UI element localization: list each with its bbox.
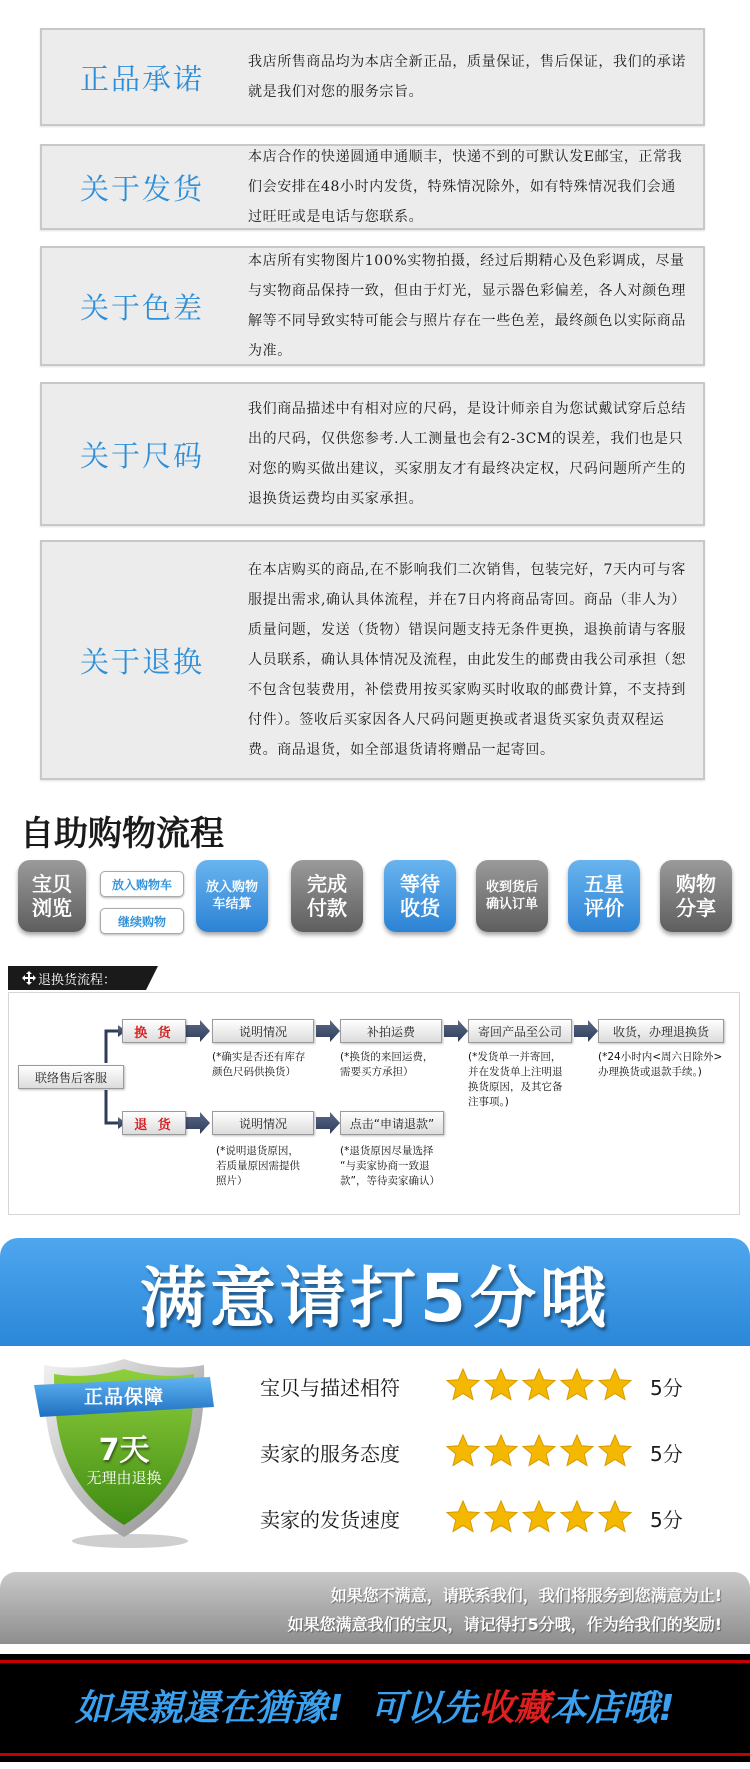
star-icon (598, 1434, 632, 1468)
badge-days: 7天 (98, 1433, 150, 1468)
policy-body: 本店所有实物图片100%实物拍摄，经过后期精心及色彩调成，尽量与实物商品保持一致，但由于灯光，显示器色彩偏差，各人对颜色理解等不同导致实特可能会与照片存在一些色差，最终颜色以实际商品为准。 (248, 253, 686, 359)
star-icon (522, 1434, 556, 1468)
star-icon (484, 1368, 518, 1402)
slogan-part: 如果親還在猶豫! (75, 1688, 344, 1729)
node-refund-explain: 说明情况 (212, 1111, 314, 1135)
node-pay-shipping: 补拍运费 (340, 1019, 442, 1043)
arrow-icon (186, 1112, 210, 1134)
guarantee-badge (34, 1355, 214, 1555)
rating-label: 卖家的服务态度 (260, 1442, 400, 1466)
star-icon (598, 1368, 632, 1402)
badge-subtitle: 无理由退换 (86, 1469, 162, 1487)
step-label: 收到货后 确认订单 (485, 880, 538, 912)
banner-text: 满意请打5分哦 (140, 1259, 610, 1337)
satisfaction-bar (0, 1572, 750, 1644)
rating-label: 宝贝与描述相符 (260, 1376, 400, 1400)
step-label: 完成 付款 (307, 872, 347, 920)
step-label: 等待 收货 (400, 872, 440, 920)
rating-row (260, 1500, 710, 1534)
policy-title: 关于发货 (79, 171, 204, 206)
step-label: 继续购物 (117, 914, 166, 929)
star-icon (522, 1368, 556, 1402)
star-icon (484, 1500, 518, 1534)
node-apply-refund: 点击“申请退款” (340, 1111, 444, 1135)
note-exchange-explain: (*确实是否还有库存 颜色尺码供换货） (212, 1051, 306, 1078)
star-icon (446, 1500, 480, 1534)
step-label: 购物 分享 (676, 872, 716, 920)
rating-score: 5分 (650, 1442, 683, 1466)
note-receive-process: (*24小时内<周六日除外> 办理换货或退款手续。) (598, 1051, 723, 1078)
rating-stars (446, 1434, 632, 1468)
divider (0, 1753, 750, 1756)
node-exchange: 换 货 (122, 1019, 186, 1043)
slogan-part: 可以先 (370, 1688, 479, 1729)
favorite-banner (0, 1654, 750, 1762)
policy-title: 正品承诺 (79, 61, 204, 96)
arrow-icon (186, 1020, 210, 1042)
step-label: 放入购物车 (111, 877, 172, 892)
rating-stars (446, 1368, 632, 1402)
star-icon (560, 1368, 594, 1402)
rating-row (260, 1434, 710, 1468)
policy-title: 关于尺码 (79, 438, 204, 473)
node-receive-process: 收货，办理退换货 (598, 1019, 724, 1043)
rating-banner (0, 1238, 750, 1346)
arrow-icon (316, 1020, 340, 1042)
step-label: 放入购物 车结算 (205, 880, 258, 912)
star-icon (446, 1434, 480, 1468)
policy-body: 我们商品描述中有相对应的尺码，是设计师亲自为您试戴试穿后总结出的尺码，仅供您参考.人工测量也会有2-3CM的误差，我们也是只对您的购买做出建议，买家朋友才有最终决定权，尺码问题所产生的退换货运费均由买家承担。 (248, 401, 686, 507)
node-contact-service: 联络售后客服 (18, 1065, 124, 1089)
footer-line: 如果您满意我们的宝贝，请记得打5分哦，作为给我们的奖励! (287, 1615, 722, 1634)
policy-body: 我店所售商品均为本店全新正品，质量保证，售后保证，我们的承诺就是我们对您的服务宗旨。 (248, 54, 686, 100)
rating-score: 5分 (650, 1376, 683, 1400)
slogan-part: 本店哦! (550, 1688, 675, 1729)
step-label: 五星 评价 (584, 872, 624, 920)
returns-tab-label: 退换货流程： (38, 972, 117, 988)
policy-body: 在本店购买的商品,在不影响我们二次销售，包装完好，7天内可与客服提出需求,确认具体流程，并在7日内将商品寄回。商品（非人为）质量问题，发送（货物）错误问题支持无条件更换，退换前请与客服人员联系，确认具体情况及流程，由此发生的邮费由我公司承担（恕不包含包装费用，补偿费用按买家购买时收取的邮费计算，不支持到付件）。签收后买家因各人尺码问题更换或者退货买家负责双程运费。商品退货，如全部退货请将赠品一起寄回。 (248, 562, 686, 758)
badge-title: 正品保障 (83, 1386, 164, 1408)
step-label: 宝贝 浏览 (32, 872, 72, 920)
footer-line: 如果您不满意，请联系我们，我们将服务到您满意为止! (330, 1586, 722, 1605)
policy-title: 关于色差 (79, 290, 204, 325)
note-send-back: (*发货单一并寄回， 并在发货单上注明退 换货原因，及其它备 注事项。) (468, 1051, 563, 1108)
note-apply-refund: (*退货原因尽量选择 “与卖家协商一致退 款”，等待卖家确认） (340, 1145, 440, 1187)
node-send-back: 寄回产品至公司 (468, 1019, 572, 1043)
star-icon (446, 1368, 480, 1402)
connector-refund (106, 1090, 118, 1123)
flow-title: 自助购物流程 (20, 814, 224, 854)
divider (0, 1660, 750, 1663)
slogan-highlight: 收藏 (478, 1688, 551, 1729)
rating-row (260, 1368, 710, 1402)
rating-stars (446, 1500, 632, 1534)
policy-body: 本店合作的快递圆通申通顺丰，快递不到的可默认发E邮宝，正常我们会安排在48小时内发货，特殊情况除外，如有特殊情况我们会通过旺旺或是电话与您联系。 (248, 149, 683, 225)
note-pay-shipping: (*换货的来回运费， 需要买方承担） (340, 1051, 434, 1078)
star-icon (484, 1434, 518, 1468)
star-icon (598, 1500, 632, 1534)
arrow-icon (574, 1020, 598, 1042)
star-icon (560, 1434, 594, 1468)
policy-title: 关于退换 (79, 644, 204, 679)
arrow-icon (444, 1020, 468, 1042)
note-refund-explain: (*说明退货原因， 若质量原因需提供 照片） (216, 1145, 300, 1187)
rating-label: 卖家的发货速度 (260, 1508, 400, 1532)
star-icon (560, 1500, 594, 1534)
node-refund: 退 货 (122, 1111, 186, 1135)
connector-exchange (106, 1031, 118, 1063)
node-exchange-explain: 说明情况 (212, 1019, 314, 1043)
arrow-icon (316, 1112, 340, 1134)
slogan (0, 1680, 750, 1731)
rating-score: 5分 (650, 1508, 683, 1532)
star-icon (522, 1500, 556, 1534)
